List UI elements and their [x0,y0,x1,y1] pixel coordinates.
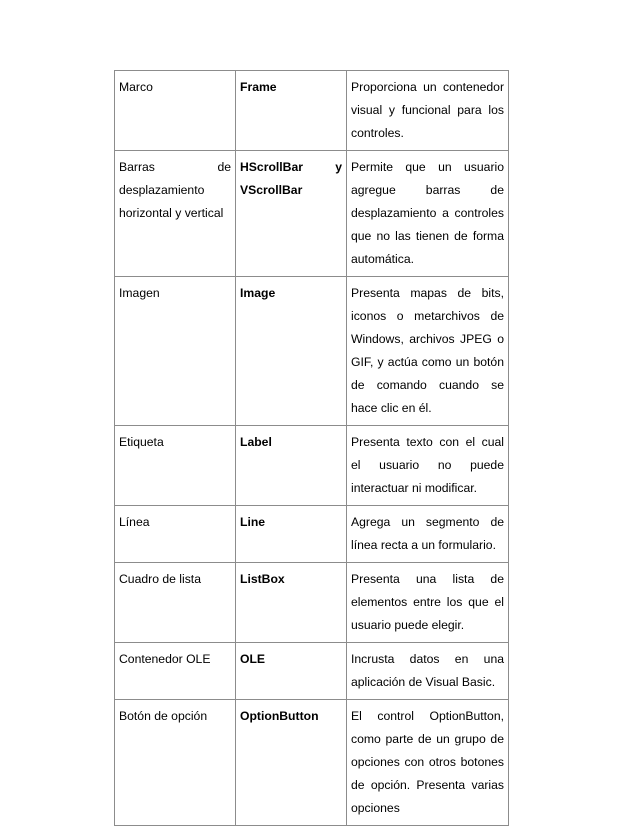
table-row [115,506,509,563]
control-description-cell: Presenta mapas de bits, iconos o metarchivos de Windows, archivos JPEG o GIF, y actúa como un botón de comando cuando se hace clic en él. [347,277,509,426]
control-description-cell: Presenta una lista de elementos entre los que el usuario puede elegir. [347,563,509,643]
table-row [115,700,509,826]
control-name-cell: Etiqueta [115,426,236,506]
control-name-cell: Cuadro de lista [115,563,236,643]
control-class-cell: Frame [236,71,347,151]
control-class-cell: Line [236,506,347,563]
document-page [114,70,508,826]
control-class-cell: OptionButton [236,700,347,826]
table-row [115,426,509,506]
control-class-cell: Label [236,426,347,506]
control-class-cell: OLE [236,643,347,700]
table-row [115,277,509,426]
control-class-cell: HScrollBar y VScrollBar [236,151,347,277]
control-description-cell: Presenta texto con el cual el usuario no puede interactuar ni modificar. [347,426,509,506]
control-name-cell: Botón de opción [115,700,236,826]
control-name-cell: Contenedor OLE [115,643,236,700]
controls-table [114,70,509,826]
control-description-cell: Incrusta datos en una aplicación de Visual Basic. [347,643,509,700]
table-row [115,643,509,700]
control-name-cell: Marco [115,71,236,151]
control-description-cell: Agrega un segmento de línea recta a un formulario. [347,506,509,563]
control-description-cell: Proporciona un contenedor visual y funcional para los controles. [347,71,509,151]
table-row [115,151,509,277]
control-class-cell: Image [236,277,347,426]
control-class-cell: ListBox [236,563,347,643]
table-row [115,71,509,151]
control-description-cell: Permite que un usuario agregue barras de desplazamiento a controles que no las tienen de forma automática. [347,151,509,277]
table-row [115,563,509,643]
control-name-cell: Línea [115,506,236,563]
control-name-cell: Barras de desplazamiento horizontal y vertical [115,151,236,277]
control-description-cell: El control OptionButton, como parte de un grupo de opciones con otros botones de opción. Presenta varias opciones [347,700,509,826]
control-name-cell: Imagen [115,277,236,426]
